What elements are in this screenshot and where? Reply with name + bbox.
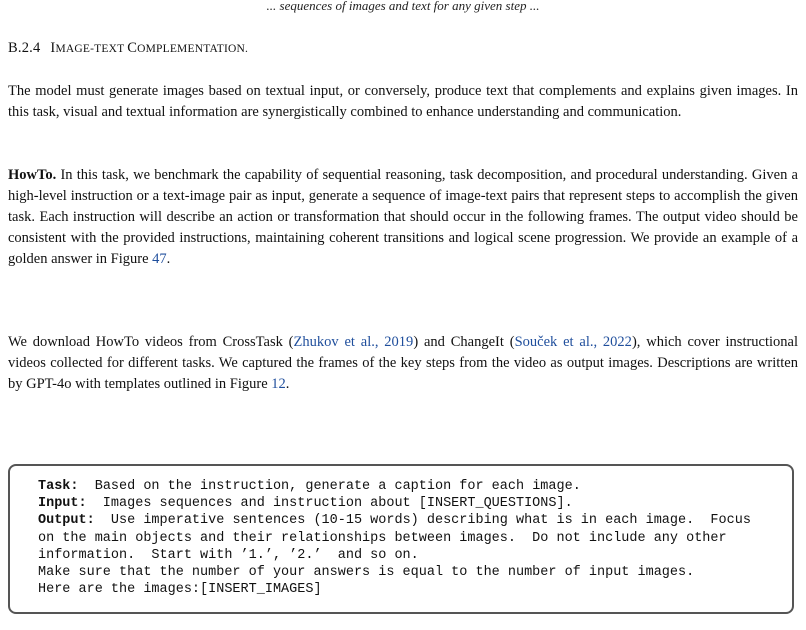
- data-source-text-2: ) and ChangeIt (: [413, 334, 515, 350]
- section-heading: [8, 40, 248, 57]
- page-header: ... sequences of images and text for any given step ...: [266, 0, 540, 13]
- prompt-task-text: Based on the instruction, generate a caption for each image.: [78, 479, 581, 494]
- prompt-template-text: [38, 478, 772, 598]
- howto-paragraph: [8, 165, 798, 270]
- figure-12-link[interactable]: 12: [271, 376, 286, 392]
- citation-zhukov-link[interactable]: Zhukov et al., 2019: [293, 334, 414, 350]
- howto-run-in-heading: HowTo.: [8, 167, 57, 183]
- howto-text: In this task, we benchmark the capability of sequential reasoning, task decomposition, and procedural understanding. Given a high-level instruction or a text-image pair as input, generate a sequence of image-text pairs that represent steps to accomplish the given task. Each instruction will describe an action or transformation that should occur in the following frames. The output video should be consistent with the provided instructions, maintaining coherent transitions and logical scene progression. We provide an example of a golden answer in Figure: [8, 167, 798, 267]
- section-title-initial-2: C: [127, 40, 138, 56]
- data-source-text-3: ), which cover instructional videos collected for different tasks. We captured the frames of the key steps from the video as output images. Descriptions are written by GPT-4o with templates outlined in Figure: [8, 334, 799, 392]
- prompt-output-label: Output:: [38, 513, 95, 529]
- section-title-initial-1: I: [50, 40, 56, 56]
- data-source-paragraph: [8, 332, 798, 395]
- intro-paragraph: The model must generate images based on textual input, or conversely, produce text that complements and explains given images. In this task, visual and textual information are synergistically combined to enhance understanding and communication.: [8, 83, 798, 120]
- prompt-input-label: Input:: [38, 496, 87, 512]
- data-source-text-4: .: [285, 376, 290, 392]
- howto-text-end: .: [166, 251, 171, 267]
- prompt-input-text: Images sequences and instruction about [INSERT_QUESTIONS].: [86, 496, 573, 512]
- prompt-output-text: Use imperative sentences (10-15 words) describing what is in each image. Focus on the main objects and their relationships between images. Do not include any other information. Start with ’1.’, ’2.’ and so on.: [38, 513, 760, 563]
- data-source-text-1: We download HowTo videos from CrossTask (: [8, 334, 294, 350]
- prompt-task-label: Task:: [38, 479, 79, 494]
- figure-47-link[interactable]: 47: [152, 251, 167, 267]
- section-number: B.2.4: [8, 40, 41, 56]
- citation-soucek-link[interactable]: Souček et al., 2022: [514, 334, 632, 350]
- section-title-rest-2: OMPLEMENTATION.: [137, 43, 249, 55]
- prompt-make-sure-line: Make sure that the number of your answers is equal to the number of input images.: [38, 565, 695, 581]
- prompt-template-box: [8, 464, 794, 614]
- prompt-here-line: Here are the images:[INSERT_IMAGES]: [38, 582, 322, 598]
- section-title-rest-1: MAGE-TEXT: [55, 43, 128, 55]
